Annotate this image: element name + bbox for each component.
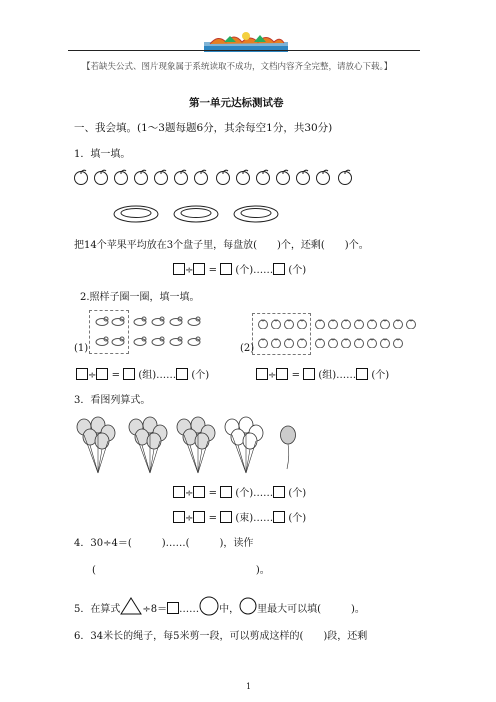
div-sign: ÷ [185,513,194,524]
answer-box[interactable] [303,368,315,380]
tomato-icon [327,318,339,329]
plate-icon [232,204,280,224]
bird-icon [95,336,109,346]
tomato-icon [379,318,391,329]
page-number: 1 [246,682,252,691]
answer-box[interactable] [173,263,185,275]
answer-box[interactable] [193,511,205,523]
q5-suffix: 里最大可以填( )。 [257,604,365,615]
apple-icon [193,168,209,185]
answer-box[interactable] [96,368,108,380]
answer-box[interactable] [173,486,185,498]
q2-equation-1 [76,366,209,381]
answer-box[interactable] [173,511,185,523]
bird-icon [111,316,125,326]
apple-icon [275,168,291,185]
bird-icon [151,336,165,346]
q5-mid3: 中， [219,604,240,615]
tomato-icon [366,318,378,329]
tomato-icon [392,337,404,348]
circle-icon[interactable] [239,597,257,615]
bird-icon [111,336,125,346]
balloon-bunch-icon [172,415,222,475]
equals-sign: = [291,370,300,381]
answer-box[interactable] [220,511,232,523]
unit-label: (个) [288,488,307,499]
tomato-icon [296,337,308,348]
q5-mid2: …… [179,604,200,615]
answer-box[interactable] [176,368,188,380]
tomato-icon [340,337,352,348]
tomato-icon [257,337,269,348]
tomato-icon [283,337,295,348]
tomato-icon [379,337,391,348]
plate-icon [112,204,160,224]
div-sign: ÷ [185,265,194,276]
balloon-bunch-icon [220,415,270,475]
download-notice: 【若缺失公式、图片现象属于系统读取不成功，文档内容齐全完整，请放心下载。】 [82,62,393,72]
tomato-icon [257,318,269,329]
q2-equation-2 [256,366,389,381]
bird-icon [187,316,201,326]
answer-box[interactable] [220,486,232,498]
q4-line2: ( )。 [92,565,270,576]
answer-box[interactable] [356,368,368,380]
apple-icon [295,168,311,185]
tomato-icon [327,337,339,348]
unit-label: (个) [288,513,307,524]
apple-icon [73,168,89,185]
header-logo [204,30,288,52]
q1-equation [173,261,306,276]
q2-part1-label: (1) [74,343,89,354]
q6-text: 6．34米长的绳子，每5米剪一段，可以剪成这样的( )段，还剩 [74,631,368,642]
page-title: 第一单元达标测试卷 [189,97,284,109]
header-rule [68,50,420,51]
balloon-bunch-icon [72,415,122,475]
apple-icon [113,168,129,185]
tomato-icon [270,337,282,348]
triangle-icon[interactable] [120,597,142,615]
q5-mid1: ÷8＝ [142,604,168,615]
apple-icon [215,168,231,185]
tomato-icon [366,337,378,348]
bird-icon [151,316,165,326]
bird-icon [133,336,147,346]
bird-icon [95,316,109,326]
section-heading: 一、我会填。(1～3题每题6分，其余每空1分，共30分) [74,122,333,134]
balloon-bunch-icon [124,415,174,475]
q4-line1: 4．30÷4＝( )……( )，读作 [74,538,254,549]
q2-label: 2.照样子圈一圈，填一填。 [80,292,200,303]
div-sign: ÷ [268,370,277,381]
answer-box[interactable] [167,602,179,614]
q5-prefix: 5．在算式 [74,604,121,615]
answer-box[interactable] [256,368,268,380]
tomato-icon [392,318,404,329]
unit-label: (个)…… [235,265,274,276]
unit-label: (个) [191,370,210,381]
tomato-icon [405,318,417,329]
q3-label: 3．看图列算式。 [74,395,151,406]
equals-sign: = [208,265,217,276]
bird-icon [187,336,201,346]
answer-box[interactable] [276,368,288,380]
answer-box[interactable] [76,368,88,380]
div-sign: ÷ [185,488,194,499]
answer-box[interactable] [193,263,205,275]
apple-icon [133,168,149,185]
answer-box[interactable] [273,511,285,523]
bird-icon [169,336,183,346]
tomato-icon [314,318,326,329]
unit-label: (个) [371,370,390,381]
equals-sign: = [208,513,217,524]
bird-icon [133,316,147,326]
equals-sign: = [111,370,120,381]
apple-icon [93,168,109,185]
apple-icon [173,168,189,185]
answer-box[interactable] [220,263,232,275]
tomato-icon [283,318,295,329]
plate-icon [172,204,220,224]
tomato-icon [353,337,365,348]
tomato-icon [340,318,352,329]
unit-label: (组)…… [318,370,357,381]
unit-label: (束)…… [235,513,274,524]
tomato-icon [353,318,365,329]
tomato-icon [296,318,308,329]
answer-box[interactable] [123,368,135,380]
apple-icon [153,168,169,185]
balloon-icon [278,425,298,470]
q1-label: 1．填一填。 [74,149,131,160]
answer-box[interactable] [273,486,285,498]
apple-icon [315,168,331,185]
unit-label: (个) [288,265,307,276]
apple-icon [235,168,251,185]
circle-icon[interactable] [199,596,219,616]
q1-sentence: 把14个苹果平均放在3个盘子里，每盘放( )个，还剩( )个。 [74,240,369,251]
unit-label: (组)…… [138,370,177,381]
apple-icon [337,168,353,185]
unit-label: (个)…… [235,488,274,499]
q3-equation-1 [173,484,306,499]
q2-part2-label: (2) [240,343,255,354]
answer-box[interactable] [273,263,285,275]
q3-equation-2 [173,509,306,524]
div-sign: ÷ [88,370,97,381]
q5-question [74,596,365,616]
equals-sign: = [208,488,217,499]
apple-icon [255,168,271,185]
bird-icon [169,316,183,326]
tomato-icon [270,318,282,329]
tomato-icon [314,337,326,348]
answer-box[interactable] [193,486,205,498]
